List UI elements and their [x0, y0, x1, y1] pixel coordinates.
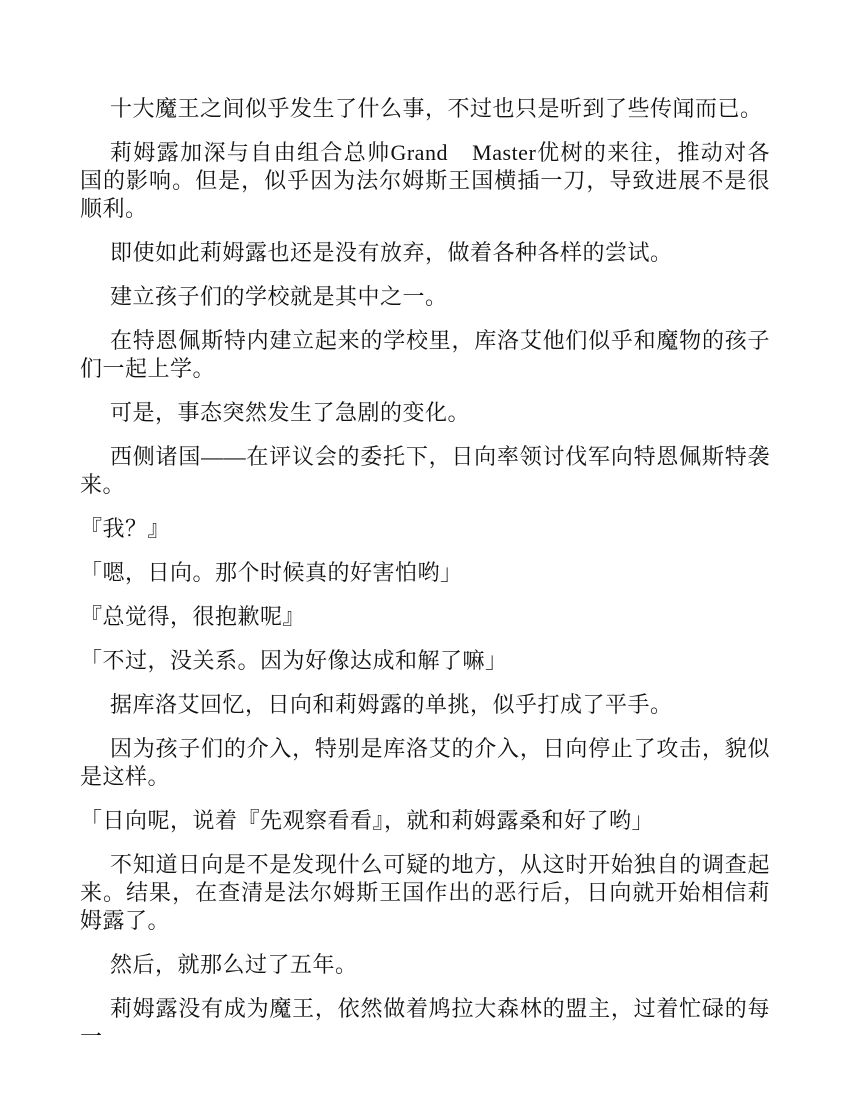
narration-paragraph: 建立孩子们的学校就是其中之一。	[110, 284, 448, 309]
document-page	[80, 95, 770, 1051]
narration-paragraph: 十大魔王之间似乎发生了什么事，不过也只是听到了些传闻而已。	[110, 96, 763, 121]
dialogue-paragraph: 「不过，没关系。因为好像达成和解了嘛」	[80, 648, 508, 673]
dialogue-paragraph: 「日向呢，说着『先观察看看』，就和莉姆露桑和好了哟」	[80, 808, 655, 833]
narration-paragraph: 不知道日向是不是发现什么可疑的地方，从这时开始独自的调查起来。结果，在查清是法尔姆斯王国作出的恶行后，日向就开始相信莉姆露了。	[80, 852, 770, 933]
narration-paragraph: 可是，事态突然发生了急剧的变化。	[110, 400, 471, 425]
narration-paragraph: 莉姆露没有成为魔王，依然做着鸠拉大森林的盟主，过着忙碌的每一	[80, 996, 770, 1049]
narration-paragraph: 即使如此莉姆露也还是没有放弃，做着各种各样的尝试。	[110, 240, 673, 265]
dialogue-paragraph: 『我？』	[80, 516, 171, 541]
narration-paragraph: 据库洛艾回忆，日向和莉姆露的单挑，似乎打成了平手。	[110, 692, 673, 717]
narration-paragraph: 莉姆露加深与自由组合总帅Grand Master优树的来往，推动对各国的影响。但是，似乎因为法尔姆斯王国横插一刀，导致进展不是很顺利。	[80, 140, 770, 221]
narration-paragraph: 西侧诸国——在评议会的委托下，日向率领讨伐军向特恩佩斯特袭来。	[80, 444, 770, 497]
dialogue-paragraph: 「嗯，日向。那个时候真的好害怕哟」	[80, 560, 463, 585]
narration-paragraph: 在特恩佩斯特内建立起来的学校里，库洛艾他们似乎和魔物的孩子们一起上学。	[80, 328, 770, 381]
dialogue-paragraph: 『总觉得，很抱歉呢』	[80, 604, 306, 629]
narration-paragraph: 因为孩子们的介入，特别是库洛艾的介入，日向停止了攻击，貌似是这样。	[80, 736, 770, 789]
narration-paragraph: 然后，就那么过了五年。	[110, 952, 358, 977]
